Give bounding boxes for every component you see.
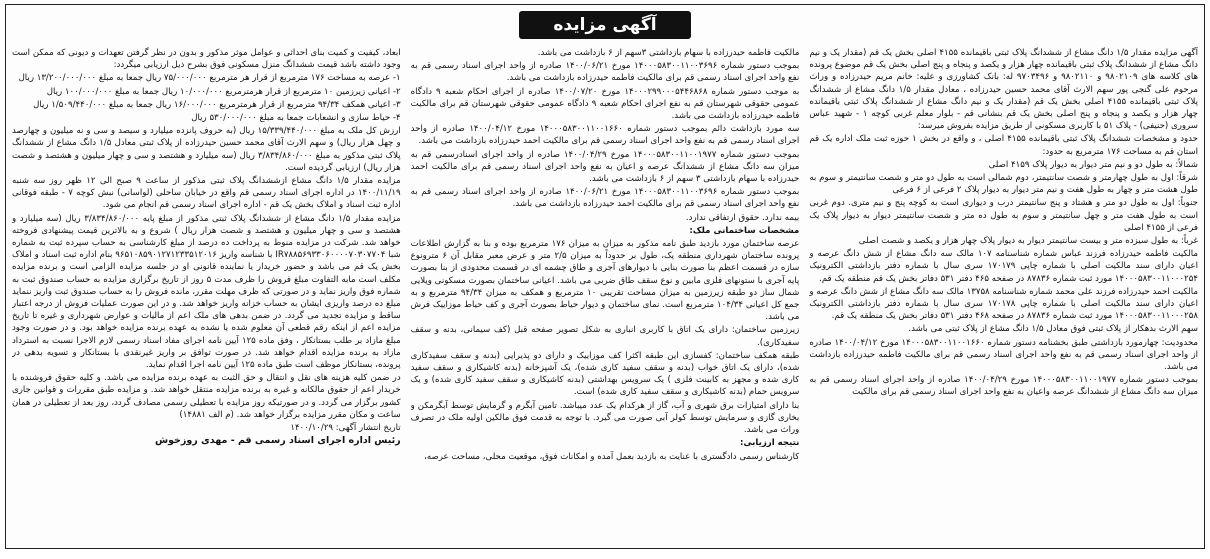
auction-notice [5, 4, 1205, 549]
paragraph: بموجب دستور شماره ۱۴۰۰۰۵۸۳۰۰۱۱۰۰۳۶۹۶ مورخ ۱۴۰۰/۰۶/۲۱ صادره از واحد اجرای اسناد رسمی قم به نفع واحد اجرای اسناد رسمی قم برای مالکیت فاطمه حیدرزاده بازداشت می باشد. [410, 61, 800, 84]
paragraph: کارشناس رسمی دادگستری با عنایت به بازدید بعمل آمده و امکانات فوق، موقعیت محلی، مساحت عرصه، [424, 451, 800, 462]
paragraph: شمالاً: به طول دو و نیم متر دیوار به دیوار پلاک ۴۱۵۹ اصلی [988, 159, 1198, 170]
publish-date: تاریخ انتشار آگهی: ۱۴۰۰/۱۰/۲۹ [290, 423, 401, 434]
paragraph: بموجب دستور شماره ۱۴۰۰۰۵۸۳۰۰۱۱۰۰۱۹۷۷ مورخ ۱۴۰۰/۰۴/۲۹ صادره از واحد اجرای اسنادرسمی قم به میزان سه دانگ مشاع از ششدانگ عرصه و اعیان به نفع واحد اجرای اسناد رسمی قم برای مالکیت احمد حیدرزاده با سهام بازداشتی ۳ سهم از ۶ بازداشت می باشد. [410, 149, 800, 185]
paragraph: ابعاد، کیفیت و کمیت بنای احداثی و عوامل موثر مذکور و بدون در نظر گرفتن تعهدات و دیونی که ممکن است وجود داشته باشد قیمت ششدانگ منزل مسکونی فوق بشرح ذیل ارزیابی میگردد: [11, 48, 401, 71]
paragraph: بیمه ندارد. حقوق ارتفاقی ندارد. [685, 212, 800, 223]
paragraph: حدود و مشخصات ششدانگ پلاک ثبتی باقیمانده ۴۱۵۵ اصلی ، و واقع در بخش ۱ حوزه ثبت ملک اداره یک قم استان قم به مساحت ۱۷۶ مترمربع به حدود: [809, 134, 1198, 157]
title-bar [6, 5, 1204, 45]
paragraph: طبقه همکف ساختمان: کفسازی این طبقه اکثرا کف موزاییک و دارای دو پذیرایی (بدنه و سقف سفیدکاری شده)، دارای یک اتاق خواب (بدنه و سقف سفید کاری شده)، یک آشپزخانه (بدنه کاشیکاری و سقف سفید کاری شده و مجهز به کابینت فلزی ) یک سرویس بهداشتی (بدنه کاشیکاری و سقف سفید کاری شده) و یک سرویس حمام (بدنه کاشیکاری و سقف سفید کاری شده) است. [410, 350, 800, 398]
paragraph: محدودیت: چهارمورد بازداشتی طبق بخشنامه دستور شماره ۱۴۰۰۰۵۸۳۰۰۱۱۰۰۱۶۶۰ مورخ ۱۴۰۰/۰۴/۱۲ صادره از واحد اجرای اسناد رسمی قم به نفع واحد اجرای اسناد رسمی قم برای مالکیت فاطمه حیدرزاده بازداشت می باشد. [809, 337, 1198, 373]
paragraph: ۴- حیاط سازی و انشعابات جمعا به مبلغ ۵۳۰/۰۰۰/۰۰۰ ریال [191, 113, 401, 124]
signature-line: رئیس اداره اجرای اسناد رسمی قم - مهدی روزخوش [154, 435, 401, 447]
paragraph: مزایده مقدار ۱/۵ دانگ مشاع از ششدانگ پلاک ثبتی مذکور از مبلغ پایه ۳/۸۳۴/۸۶۰/۰۰۰ ریال (سه میلیارد و هشتصد و سی و چهار میلیون و هشتصد و شصت هزار ریال ) شروع و به بالاترین قیمت پیشنهادی فروخته خواهد شد. شرکت در مزایده منوط به پرداخت ده درصد از مبلغ کارشناسی به حساب سپرده ثبت به شماره شبا IR۷۸۸۵۶۹۳۳۰۶۰۰۰۰۷۰۳۰۷۷۰۴ با شناسه واریز ۹۶۵۱۰۸۵۹۰۱۲۷۱۲۳۳۵۱۲۰۱۶ بنام اداره ثبت اسناد و املاک بخش یک قم می باشد و حضور خریدار یا نماینده قانونی او در جلسه مزایده الزامی است و برنده مزایده مکلف است مابه التفاوت مبلغ فروش را ظرف مدت ۵ روز از تاریخ برگزاری مزایده به حساب صندوق ثبت به شماره فوق واریز نماید و در صورتی که ظرف مهلت مقرر، مانده فروش را به حساب صندوق ثبت واریز ننماید مبلغ ده درصد واریزی ایشان به حساب خزانه واریز خواهد شد. و در این صورت عملیات فروش از درجه اعتبار ساقط و مزایده تجدید می گردد. در ضمن بدهی های ملک اعم از مالیات و عوارض شهرداری و غیره تا تاریخ مزایده اعم از اینکه رقم قطعی آن معلوم شده یا نشده به عهده برنده مزایده خواهد بود. و در صورت وجود مبلغ مازاد بر طلب بستانکار ، وفق ماده ۱۲۵ آیین نامه اجرای مفاد اسناد رسمی لازم الاجرا نسبت به استرداد مازاد به برنده مزایده اقدام خواهد شد. در صورت توافق بر واریز غیرنقدی با بستانکار و تسویه بدهی در پرونده، بستانکار موظف است طبق ماده ۱۲۵ آیین نامه اجرا اقدام نماید. [11, 213, 401, 371]
column-left [12, 47, 401, 544]
paragraph: ۱- عرصه به مساحت ۱۷۶ مترمربع از قرار هر مترمربع ۷۵/۰۰۰/۰۰۰ ریال جمعا به مبلغ ۱۳/۲۰۰/۰۰۰/۰۰۰ ریال [18, 73, 401, 84]
section-heading: نتیجه ارزیابی: [740, 438, 800, 449]
paragraph: بموجب دستور شماره ۱۴۰۰۰۵۸۳۰۰۱۱۰۰۳۶۹۶ مورخ ۱۴۰۰/۰۶/۲۱ صادره از واحد اجرای اسناد رسمی قم به نفع واحد اجرای اسناد رسمی قم برای مالکیت احمد حیدرزاده بازداشت می باشد. [410, 187, 800, 210]
section-heading: مشخصات ساختمانی ملک: [689, 225, 800, 236]
paragraph: سهم الارث بدهکار از پلاک ثبتی فوق معادل ۱/۵ دانگ مشاع از پلاک ثبتی می باشد. [908, 324, 1198, 335]
paragraph: غرباً: به طول سیزده متر و بیست سانتیمتر دیوار به دیوار پلاک چهار هزار و یکصد و شصت اصلی [858, 236, 1198, 247]
notice-columns [12, 47, 1198, 544]
paragraph: مالکیت فاطمه حیدرزاده فرزند عباس شماره شناسنامه ۱۰۷ مالک سه دانگ مشاع از شش دانگ عرصه و اعیان دارای سند مالکیت اصلی با شماره چاپی ۱۷۰۱۷۹ سری سال با شماره دفتر بازداشتی الکترونیک ۱۴۰۰۰۵۸۳۰۰۱۱۰۰۰۲۵۴ مورد ثبت شماره ۸۷۸۳۶ در صفحه ۴۶۵ دفتر ۵۳۱ دفاتر بخش یک قم منطقه یک قم. [809, 249, 1198, 284]
paragraph: عرصه ساختمان مورد بازدید طبق نامه مذکور به میزان به میزان ۱۷۶ مترمربع بوده و بنا به گزارش اطلاعات پرونده ساختمان شهرداری منطقه یک، طول بر حدوداً به میزان ۲/۵ متر و عرض معبر مقابل آن ۶ مترونوع سازه در قسمت اعظم بنا صورت بنایی با دیوارهای آجری و طاق چشمه ای در قسمت محدودی از بنا بصورت پایه آجری با ستونهای فلزی مابین و نوع سقف طاق ضربی می باشد. اعیانی ساختمان بصورت مسکونی ویلایی شمال ساز دو طبقه زیرزمین به میزان مساحت تقریبی ۱۰ مترمربع و همکف به میزان ۹۴/۳۴ مترمربع و به جمع کل اعیانی ۱۰۴/۳۴ مترمربع است. نمای ساختمان و دیوار حیاط بصورت آجری و کف حیاط موزاییک فرش می باشد. [410, 239, 800, 323]
paragraph: ۲- اعیانی زیرزمین ۱۰ مترمربع از قرار هرمترمربع ۱۰/۰۰۰/۰۰۰ ریال جمعا به مبلغ ۱۰۰/۰۰۰/۰۰۰ ریال [46, 86, 401, 97]
paragraph: به موجب دستور شماره ۱۴۰۰۰۲۹۹۰۰۰۵۴۴۶۸۶۸ مورخ ۱۴۰۰/۰۷/۲۰ صادره از اجرای احکام شعبه ۹ دادگاه عمومی حقوقی شهرستان قم به نفع اجرای احکام شعبه ۹ دادگاه عمومی حقوقی شهرستان قم برای مالکیت فاطمه حیدرزاده بازداشت می باشد. [410, 86, 800, 122]
paragraph: جنوباً: اول به طول دو متر و هشتاد و پنج سانتیمتر درب و دیواری است به کوچه پنج و نیم متری. دوم غربی است به طول هفت متر و چهل سانتیمتر و سوم به طول ده متر و شصت سانتیمتر دیوار به دیوار پلاک یک فرعی از ۴۱۵۵ اصلی [809, 198, 1198, 233]
paragraph: مالکیت احمد حیدرزاده فرزند علی محمد شماره شناسنامه ۱۳۷۵۸ مالک سه دانگ مشاع از شش دانگ عرصه و اعیان دارای سند مالکیت اصلی با شماره چاپی ۱۷۰۱۷۸ سری سال با شماره دفتر بازداشتی الکترونیک ۱۴۰۰۰۵۸۳۰۰۱۱۰۰۰۲۵۸ مورد ثبت شماره ۸۷۸۳۶ در صفحه ۴۶۸ دفتر ۵۳۱ دفاتر بخش یک منطقه یک قم. [809, 286, 1198, 322]
paragraph: در ضمن کلیه هزینه های نقل و انتقال و حق الثبت به عهده برنده مزایده می باشد. و کلیه حقوق فروشنده با خریدار اعم از حقوق مالکانه و غیره به برنده مزایده منتقل خواهد شد. و مزایده طبق مقررات و قوانین جاری کشور برگزار می گردد. و در صورتیکه روز مزایده با تعطیلی رسمی مصادف گردد، روز بعد از تعطیلی در همان ساعت و مکان مقرر مزایده برگزار خواهد شد. (م الف ۱۴۸۸۱) [11, 373, 401, 420]
column-right [809, 47, 1198, 544]
paragraph: ۳- اعیانی همکف ۹۴/۳۴ مترمربع از قرار هرمترمربع ۱۶/۰۰۰/۰۰۰ ریال جمعا به مبلغ ۱/۵۰۹/۴۴۰/۰۰۰ ریال [33, 99, 401, 110]
paragraph: شرقاً: اول به طول چهارمتر و شصت سانتیمتر، دوم شمالی است به طول دو متر و شصت سانتیمتر و سوم به طول هشت متر و چهار به طول هفت و نیم متر دیوار به دیوار پلاک ۲ فرعی از ۶ فرعی [809, 173, 1198, 196]
paragraph: بموجب دستور شماره ۱۴۰۰۰۵۸۳۰۰۱۱۰۰۱۹۷۷ مورخ ۱۴۰۰/۰۴/۲۹ صادره از واحد اجرای اسناد رسمی قم به میزان سه دانگ مشاع از ششدانگ عرصه واعیان به نفع واحد اجرای اسناد رسمی قم برای مالکیت [809, 375, 1198, 398]
paragraph: آگهی مزایده مقدار ۱/۵ دانگ مشاع از ششدانگ پلاک ثبتی باقیمانده ۴۱۵۵ اصلی بخش یک قم (مقدار یک و نیم دانگ مشاع از ششدانگ پلاک ثبتی باقیمانده چهار هزار و یکصد و پنجاه و پنج اصلی بخش یک قم موضوع پرونده های کلاسه های ۹۸۰۲۱۰۹ و ۹۸۰۲۱۱۰ و ۹۷۰۳۴۹۶ له: بانک کشاورزی و علیه: خانم مریم حیدرزاده و وراث مرحوم علی گنجی پور سهم الارث آقای محمد حسین حیدرزاده ، معادل مقدار ۱/۵ دانگ مشاع از ششدانگ پلاک ثبتی باقیمانده ۴۱۵۵ اصلی بخش یک قم (مقدار یک و نیم دانگ مشاع از ششدانگ پلاک ثبتی باقیمانده چهار هزار و یکصد و پنجاه و پنج اصلی بخش یک قم بنشانی قم - بلوار معلم غربی کوچه ۱ - شهید عباس سروری (حنیفی) - پلاک ۵۱ با کاربری مسکونی از طریق مزایده بفروش میرسد: [809, 48, 1198, 132]
paragraph: زیرزمین ساختمان: دارای یک اتاق با کاربری انباری به شکل تصویر صفحه قبل (کف سیمانی، بدنه و سقف سفیدکاری). [410, 325, 800, 348]
paragraph: مزایده مقدار ۱/۵ دانگ مشاع ازششدانگ پلاک ثبتی مذکور از ساعت ۹ صبح الی ۱۲ ظهر روز سه شنبه ۱۴۰۰/۱۱/۱۹ در اداره اجرای اسناد رسمی قم واقع در خیابان ساحلی (لواسانی) نبش کوچه ۷ - طبقه فوقانی اداره ثبت اسناد و املاک بخش یک قم - اداره اجرای اسناد رسمی قم انجام می شود. [11, 176, 401, 211]
paragraph: بنا دارای امتیازات برق شهری و آب، گاز از هرکدام یک عدد میباشد. تامین آبگرم و گرمایش توسط آبگرمکن و بخاری گازی و سرمایش توسط کولر آبی صورت می گیرد. با توجه به قدمت فوق مالکین اولیه ملک در تصرف وراث می باشد. [410, 400, 800, 436]
paragraph: ارزش کل ملک به مبلغ ۱۵/۳۳۹/۴۴۰/۰۰۰ ریال (به حروف پانزده میلیارد و سیصد و سی و نه میلیون و چهارصد و چهل هزار ریال) و سهم الارث آقای محمد حسین حیدرزاده از پلاک ثبتی معادل ۱/۵ دانگ مشاع از ششدانگ پلاک ثبتی مذکور به مبلغ ۳/۸۳۴/۸۶۰/۰۰۰ ریال (سه میلیارد و هشتصد و سی و چهار میلیون و هشتصد و شصت هزار ریال) ارزیابی گردیده است. [11, 126, 401, 173]
column-middle [411, 47, 800, 544]
paragraph: سه مورد بازداشت دائم بموجب دستور شماره ۱۴۰۰۰۵۸۳۰۰۱۱۰۰۱۶۶۰ مورخ ۱۴۰۰/۰۴/۱۲ صادره از واحد اجرای اسناد رسمی قم به نفع واحد اجرای اسناد رسمی قم برای مالکیت احمد حیدرزاده بازداشت می باشد. [410, 124, 800, 147]
paragraph: مالکیت فاطمه حیدرزاده با سهام بازداشتی ۳سهم از ۶ بازداشت می باشد. [537, 48, 800, 58]
notice-title: آگهی مزایده [519, 11, 690, 39]
